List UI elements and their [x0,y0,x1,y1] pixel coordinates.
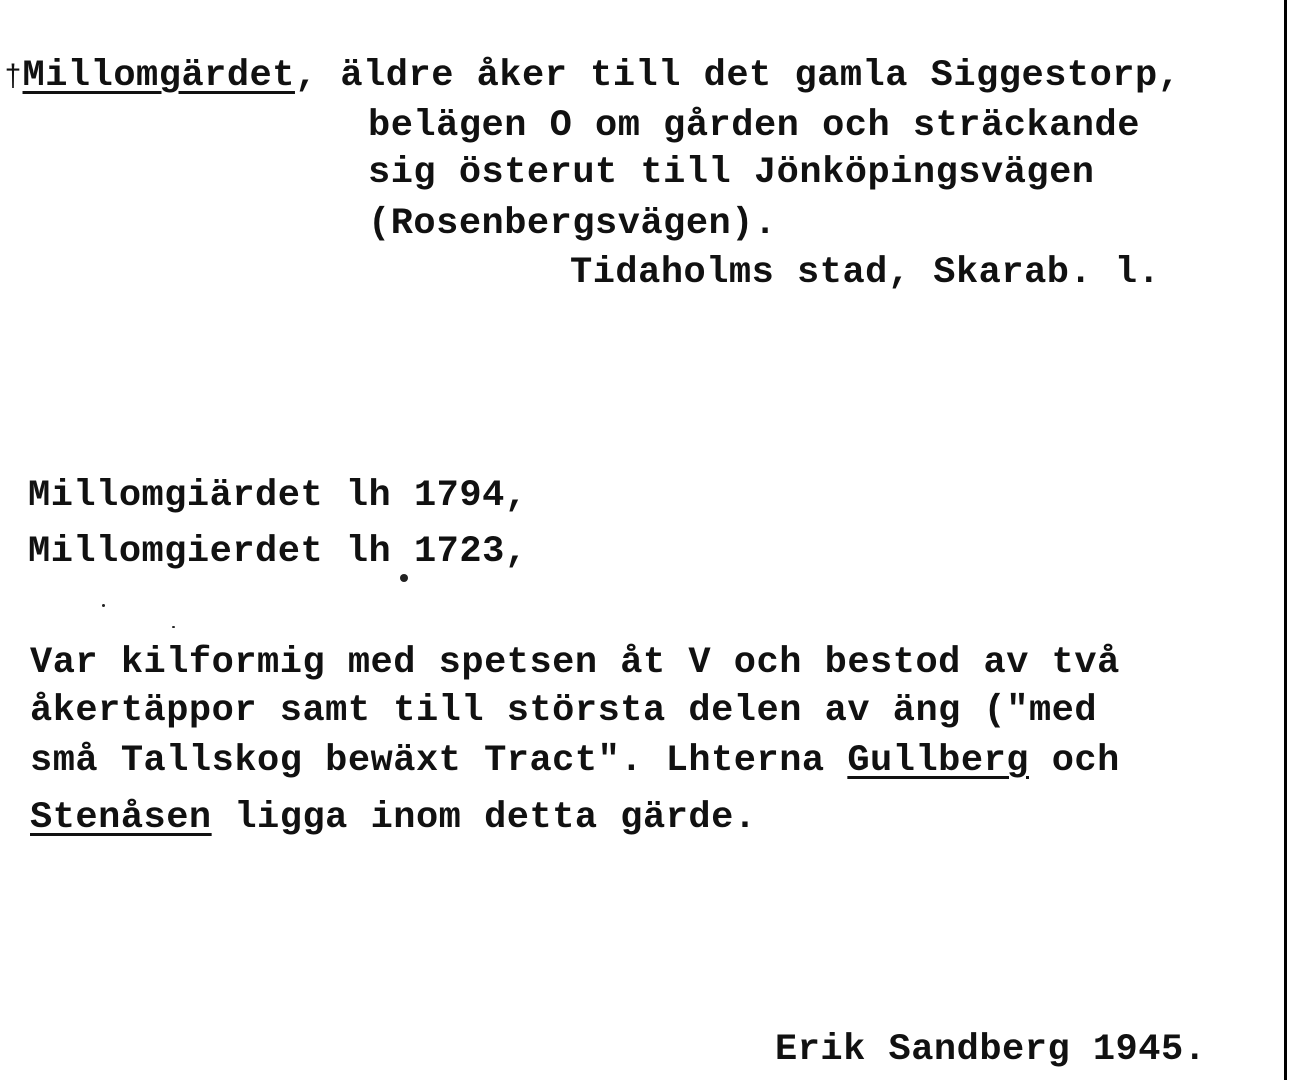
note-line-3-end: och [1028,740,1120,782]
ink-speck [172,626,175,628]
description-line-2: sig österut till Jönköpingsvägen [368,152,1095,194]
signature: Erik Sandberg 1945. [775,1029,1207,1071]
place-name-stenasen: Stenåsen [30,797,212,839]
card-edge-border [1284,0,1287,1080]
dagger-mark: † [4,61,23,95]
note-line-3 [30,740,1120,782]
entry-header-line [4,55,1181,97]
note-line-4-text: ligga inom detta gärde. [211,797,757,839]
description-line-1: belägen O om gården och sträckande [368,105,1140,147]
entry-headword: Millomgärdet [22,55,295,97]
note-line-1: Var kilformig med spetsen åt V och bestod av två [30,642,1120,684]
source-line-2: Millomgierdet lh 1723, [28,531,528,573]
note-line-3-text: små Tallskog bewäxt Tract". Lhterna [30,740,848,782]
place-name-gullberg: Gullberg [847,740,1029,782]
description-line-3: (Rosenbergsvägen). [368,203,777,245]
source-line-1: Millomgiärdet lh 1794, [28,475,528,517]
location-line: Tidaholms stad, Skarab. l. [570,252,1161,294]
ink-speck [400,574,408,582]
note-line-2: åkertäppor samt till största delen av äng ("med [30,690,1098,732]
ink-speck [102,604,105,607]
entry-header-text: , äldre åker till det gamla Siggestorp, [294,55,1181,97]
note-line-4 [30,797,757,839]
